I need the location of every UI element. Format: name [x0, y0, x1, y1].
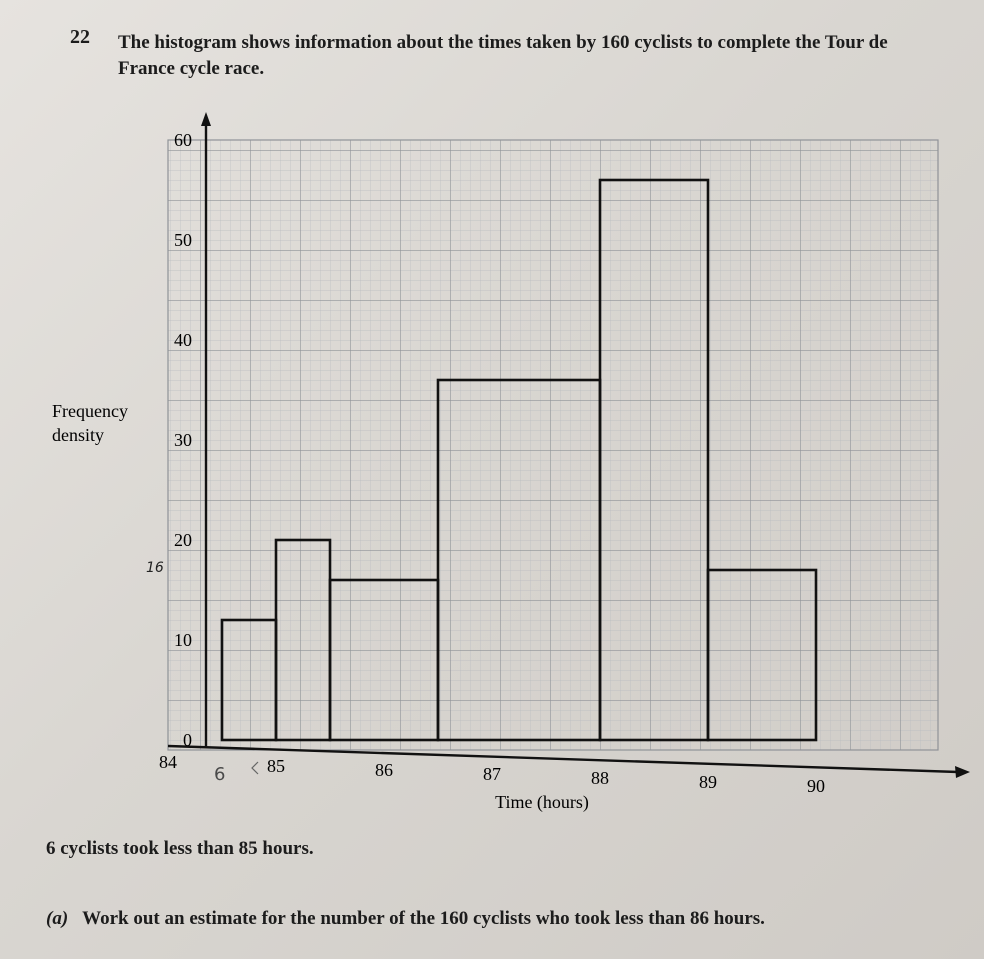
y-tick-label: 60 [174, 130, 192, 150]
x-axis-arrowhead [955, 766, 970, 778]
x-tick-label: 85 [267, 756, 285, 776]
x-axis-label: Time (hours) [495, 792, 589, 812]
y-tick-label: 0 [183, 730, 192, 750]
y-tick-label: 10 [174, 630, 192, 650]
y-axis-label-line1: Frequency [52, 401, 128, 421]
grid-paper [168, 140, 938, 750]
graph-paper-grid [168, 140, 938, 750]
handwritten-6: 6 [214, 764, 226, 785]
y-tick-label: 30 [174, 430, 192, 450]
x-tick-label: 90 [807, 776, 825, 796]
y-axis-label-line2: density [52, 425, 104, 445]
x-tick-label: 84 [159, 752, 177, 772]
part-a-label: (a) [46, 908, 69, 929]
y-tick-label: 40 [174, 330, 192, 350]
y-tick-label: 20 [174, 530, 192, 550]
given-statement: 6 cyclists took less than 85 hours. [46, 838, 314, 859]
y-tick-label: 50 [174, 230, 192, 250]
question-intro: The histogram shows information about the times taken by 160 cyclists to complete the Tour de France cycle race. [118, 32, 888, 79]
handwritten-mark [252, 762, 258, 774]
x-tick-label: 89 [699, 772, 717, 792]
x-tick-label: 86 [375, 760, 393, 780]
part-a-text: Work out an estimate for the number of the 160 cyclists who took less than 86 hours. [82, 908, 765, 929]
part-a [46, 908, 765, 930]
handwritten-16: 16 [146, 560, 164, 576]
question-number: 22 [70, 26, 90, 48]
x-tick-label: 88 [591, 768, 609, 788]
x-tick-label: 87 [483, 764, 501, 784]
y-axis-arrowhead [201, 112, 211, 126]
